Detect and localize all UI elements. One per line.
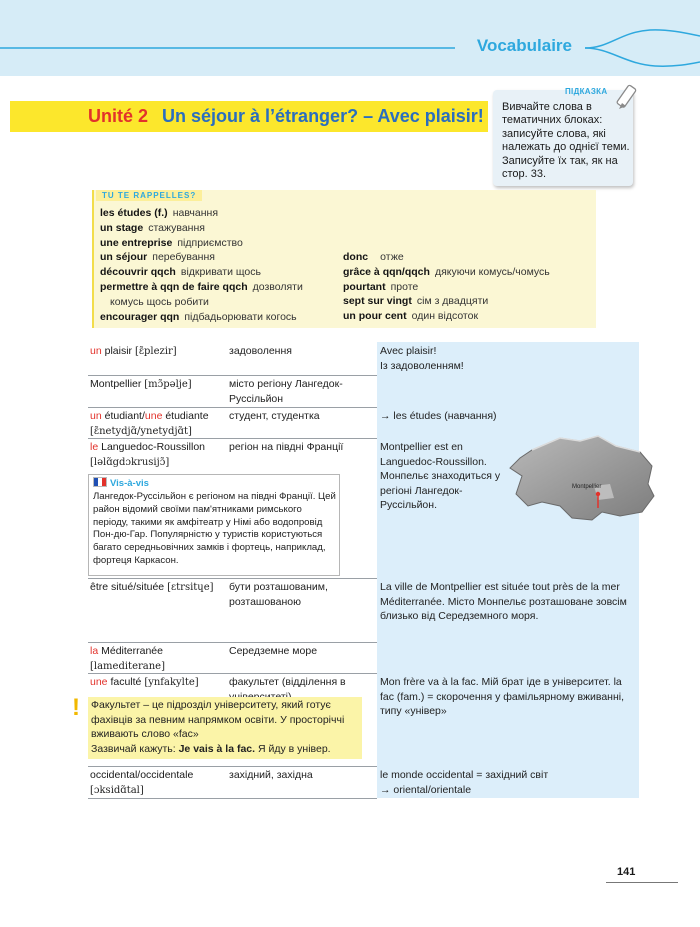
map-city-label: Montpellier	[572, 484, 602, 490]
reminder-item: комусь щось робити	[110, 295, 209, 308]
table-row	[88, 342, 668, 375]
pencil-icon	[613, 82, 643, 114]
reminder-label: TU TE RAPPELLES?	[96, 190, 202, 201]
unit-number: Unité 2	[88, 106, 149, 126]
reminder-item: grâce à qqn/qqch дякуючи комусь/чомусь	[343, 265, 550, 278]
unit-title: Un séjour à l’étranger? – Avec plaisir!	[162, 106, 484, 126]
hint-line: належать до однієї теми.	[502, 141, 630, 154]
reminder-item: sept sur vingt сім з двадцяти	[343, 295, 489, 308]
reminder-right-column	[343, 250, 550, 324]
reminder-item: un stage стажування	[100, 221, 205, 234]
section-title: Vocabulaire	[476, 36, 572, 55]
reminder-item: permettre à qqn de faire qqch дозволяти	[100, 280, 303, 293]
page-number: 141	[617, 866, 636, 878]
hint-line: стор. 33.	[502, 168, 547, 181]
entry-example: Montpellier est en Languedoc-Roussillon. Монпельє знаходиться у регіоні Лангедок-Руссільйон.	[380, 441, 501, 511]
table-row	[88, 375, 668, 407]
entry-word: le Languedoc-Roussillon [ləlɑ̃gdɔkrusijɔ̃]	[90, 441, 206, 468]
reminder-item: un pour cent один відсоток	[343, 310, 479, 323]
hint-line: Записуйте їх так, як на	[502, 154, 618, 167]
entry-word: occidental/occidentale [ɔksidɑ̃tal]	[90, 769, 194, 796]
reminder-item: découvrir qqch відкривати щось	[100, 266, 261, 279]
entry-word: être situé/située [ɛtrsitɥe]	[90, 581, 214, 593]
reminder-item: pourtant проте	[343, 280, 419, 293]
entry-example: le monde occidental = західний світ → oriental/orientale	[380, 769, 549, 796]
entry-translation: задоволення	[229, 345, 292, 357]
entry-translation: Середземне море	[229, 645, 318, 657]
hint-text	[502, 101, 630, 181]
french-flag-icon	[93, 477, 107, 487]
entry-word: Montpellier [mɔ̃pəlje]	[90, 378, 192, 390]
entry-example: Mon frère va à la fac. Мій брат іде в університет. la fac (fam.) = скорочення у фамільярному вживанні, типу «універ»	[380, 676, 625, 717]
reminder-item: encourager qqn підбадьорювати когось	[100, 310, 297, 323]
entry-translation: місто регіону Лангедок-Руссільйон	[229, 378, 343, 405]
table-row	[88, 766, 668, 798]
reminder-item: un séjour перебування	[100, 251, 215, 264]
hint-line: записуйте слова, які	[502, 127, 606, 140]
page-number-rule	[606, 882, 678, 883]
table-row	[88, 578, 668, 642]
hint-label: ПІДКАЗКА	[565, 87, 608, 96]
entry-translation: західний, західна	[229, 769, 313, 781]
reminder-item: donc отже	[343, 251, 404, 263]
reminder-item: les études (f.) навчання	[100, 207, 219, 219]
entry-word: un plaisir [ɛ̃plezir]	[90, 345, 177, 357]
entry-example: La ville de Montpellier est située tout près de la mer Méditerranée. Місто Монпельє розташоване зовсім близько від Середземного моря.	[380, 581, 627, 622]
entry-example: → les études (навчання)	[380, 410, 497, 422]
entry-word: une faculté [ynfakylte]	[90, 676, 199, 688]
unit-heading	[88, 106, 484, 127]
reminder-item: une entreprise підприємство	[100, 236, 243, 249]
entry-translation: регіон на півдні Франції	[229, 441, 344, 453]
hint-line: тематичних блоках:	[502, 114, 603, 127]
note-text: Факультет – це підрозділ університету, який готує фахівців за певним напрямком освіти. У просторіччі вживають слово «fac» Зазвичай кажуть: Je vais à la fac. Я йду в універ.	[91, 699, 345, 755]
hint-line: Вивчайте слова в	[502, 101, 592, 113]
entry-translation: бути розташованим, розташованою	[229, 581, 328, 608]
entry-translation: факультет (відділення в	[229, 676, 346, 688]
entry-translation: студент, студентка	[229, 410, 320, 422]
wave-decoration	[0, 24, 700, 72]
entry-word: la Méditerranée [lamediterane]	[90, 645, 165, 672]
france-map	[502, 432, 662, 526]
entry-word: un étudiant/une étudiante [ɛ̃netydjɑ̃/ynetydjɑ̃t]	[90, 410, 209, 437]
entry-example: Avec plaisir! Із задоволенням!	[380, 345, 464, 372]
vis-a-vis-box	[88, 474, 340, 576]
reminder-left-column	[100, 206, 303, 324]
exclamation-icon: !	[72, 694, 80, 721]
vis-a-vis-text: Лангедок-Руссільйон є регіоном на півдні Франції. Цей район відомий своїми пам'ятниками римського періоду, такими як амфітеатр у Німі або водопровід Пон-дю-Гар. Популярністю у туристів користуються багато середньовічних замків і фортець, наприклад, фортеця Каркасон.	[93, 491, 336, 566]
vis-a-vis-title: Vis-à-vis	[93, 477, 149, 489]
table-row	[88, 642, 668, 673]
